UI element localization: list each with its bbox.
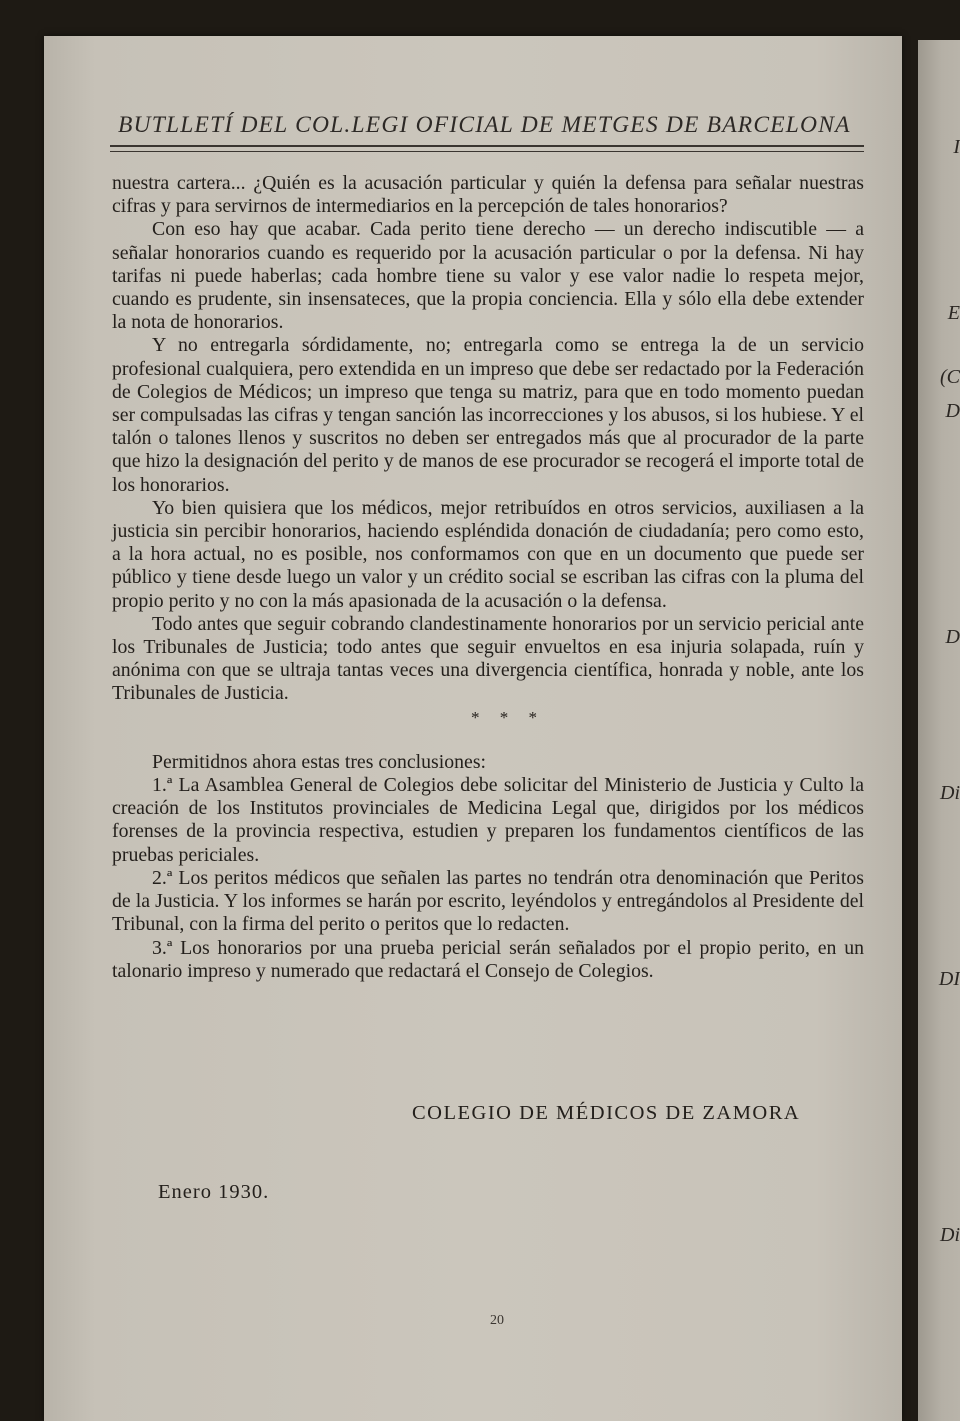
- adjacent-page-letter: E: [947, 302, 960, 324]
- date: Enero 1930.: [158, 1181, 270, 1203]
- adjacent-page-letter: Di: [940, 1224, 960, 1246]
- conclusions-intro: Permitidnos ahora estas tres conclusiones:: [152, 750, 487, 773]
- adjacent-page-letter: D: [945, 400, 960, 422]
- page-number: 20: [490, 1313, 504, 1328]
- paragraph: nuestra cartera... ¿Quién es la acusación particular y quién la defensa para señalar nuestras cifras y para servirnos de intermediarios en la percepción de tales honorarios?: [112, 172, 864, 218]
- adjacent-page-letter: Di: [940, 782, 960, 804]
- conclusion-item: 3.ª Los honorarios por una prueba pericial serán señalados por el propio perito, en un talonario impreso y numerado que redactará el Consejo de Colegios.: [112, 936, 864, 982]
- paragraph: Yo bien quisiera que los médicos, mejor retribuídos en otros servicios, auxiliasen a la justicia sin percibir honorarios, haciendo espléndida donación de ciudadanía; pero como esto, a la hora actual, no es posible, nos conformamos con que en un documento que puede ser público y tiene desde luego un valor y un crédito social se escriban las cifras con la pluma del propio perito y no con la más apasionada de la acusación o la defensa.: [112, 496, 864, 612]
- paragraph: Y no entregarla sórdidamente, no; entregarla como se entrega la de un servicio profesional cualquiera, pero extendida en un impreso que debe ser redactado por la Federación de Colegios de Médicos; un impreso que tenga su matriz, para que en todo momento puedan ser compulsadas las cifras y tengan sanción las incorrecciones y los abusos, si los hubiese. Y el talón o talones llenos y suscritos no deben ser entregados más que al procurador de la parte que hizo la designación del perito y de manos de ese procurador se recogerá el importe total de los honorarios.: [112, 334, 864, 496]
- conclusion-item: 2.ª Los peritos médicos que señalen las partes no tendrán otra denominación que Peritos de la Justicia. Y los informes se harán por escrito, leyéndolos y entregándolos al Presidente del Tribunal, con la firma del perito o peritos que lo redacten.: [112, 866, 864, 936]
- header-rule-thick: [110, 145, 864, 147]
- adjacent-page-edge: [918, 40, 960, 1421]
- adjacent-page-letter: (C: [940, 366, 960, 388]
- adjacent-page-letter: I: [953, 136, 960, 158]
- conclusion-item: 1.ª La Asamblea General de Colegios debe solicitar del Ministerio de Justicia y Culto la creación de los Institutos provinciales de Medicina Legal que, dirigidos por los médicos forenses de la provincia respectiva, estudien y preparen los fundamentos científicos de las pruebas periciales.: [112, 774, 864, 866]
- adjacent-page-letter: D: [945, 626, 960, 648]
- section-separator: * * *: [471, 707, 545, 727]
- adjacent-page-letter: DI: [938, 968, 960, 990]
- header-rule-thin: [110, 151, 864, 152]
- signature: COLEGIO DE MÉDICOS DE ZAMORA: [412, 1102, 801, 1124]
- running-header: BUTLLETÍ DEL COL.LEGI OFICIAL DE METGES DE BARCELONA: [118, 112, 851, 138]
- paragraph: Con eso hay que acabar. Cada perito tiene derecho — un derecho indiscutible — a señalar honorarios cuando es requerido por la acusación particular o por la defensa. Ni hay tarifas ni puede haberlas; cada hombre tiene su valor y ese valor nadie lo respeta mejor, cuando es prudente, sin insensateces, que la propia conciencia. Ella y sólo ella debe extender la nota de honorarios.: [112, 218, 864, 334]
- article-body: [112, 172, 864, 983]
- paragraph: Todo antes que seguir cobrando clandestinamente honorarios por un servicio pericial ante los Tribunales de Justicia; todo antes que seguir envueltos en esa injuria solapada, ruín y anónima con que se ultraja tantas veces una divergencia científica, honrada y noble, ante los Tribunales de Justicia.: [112, 612, 864, 705]
